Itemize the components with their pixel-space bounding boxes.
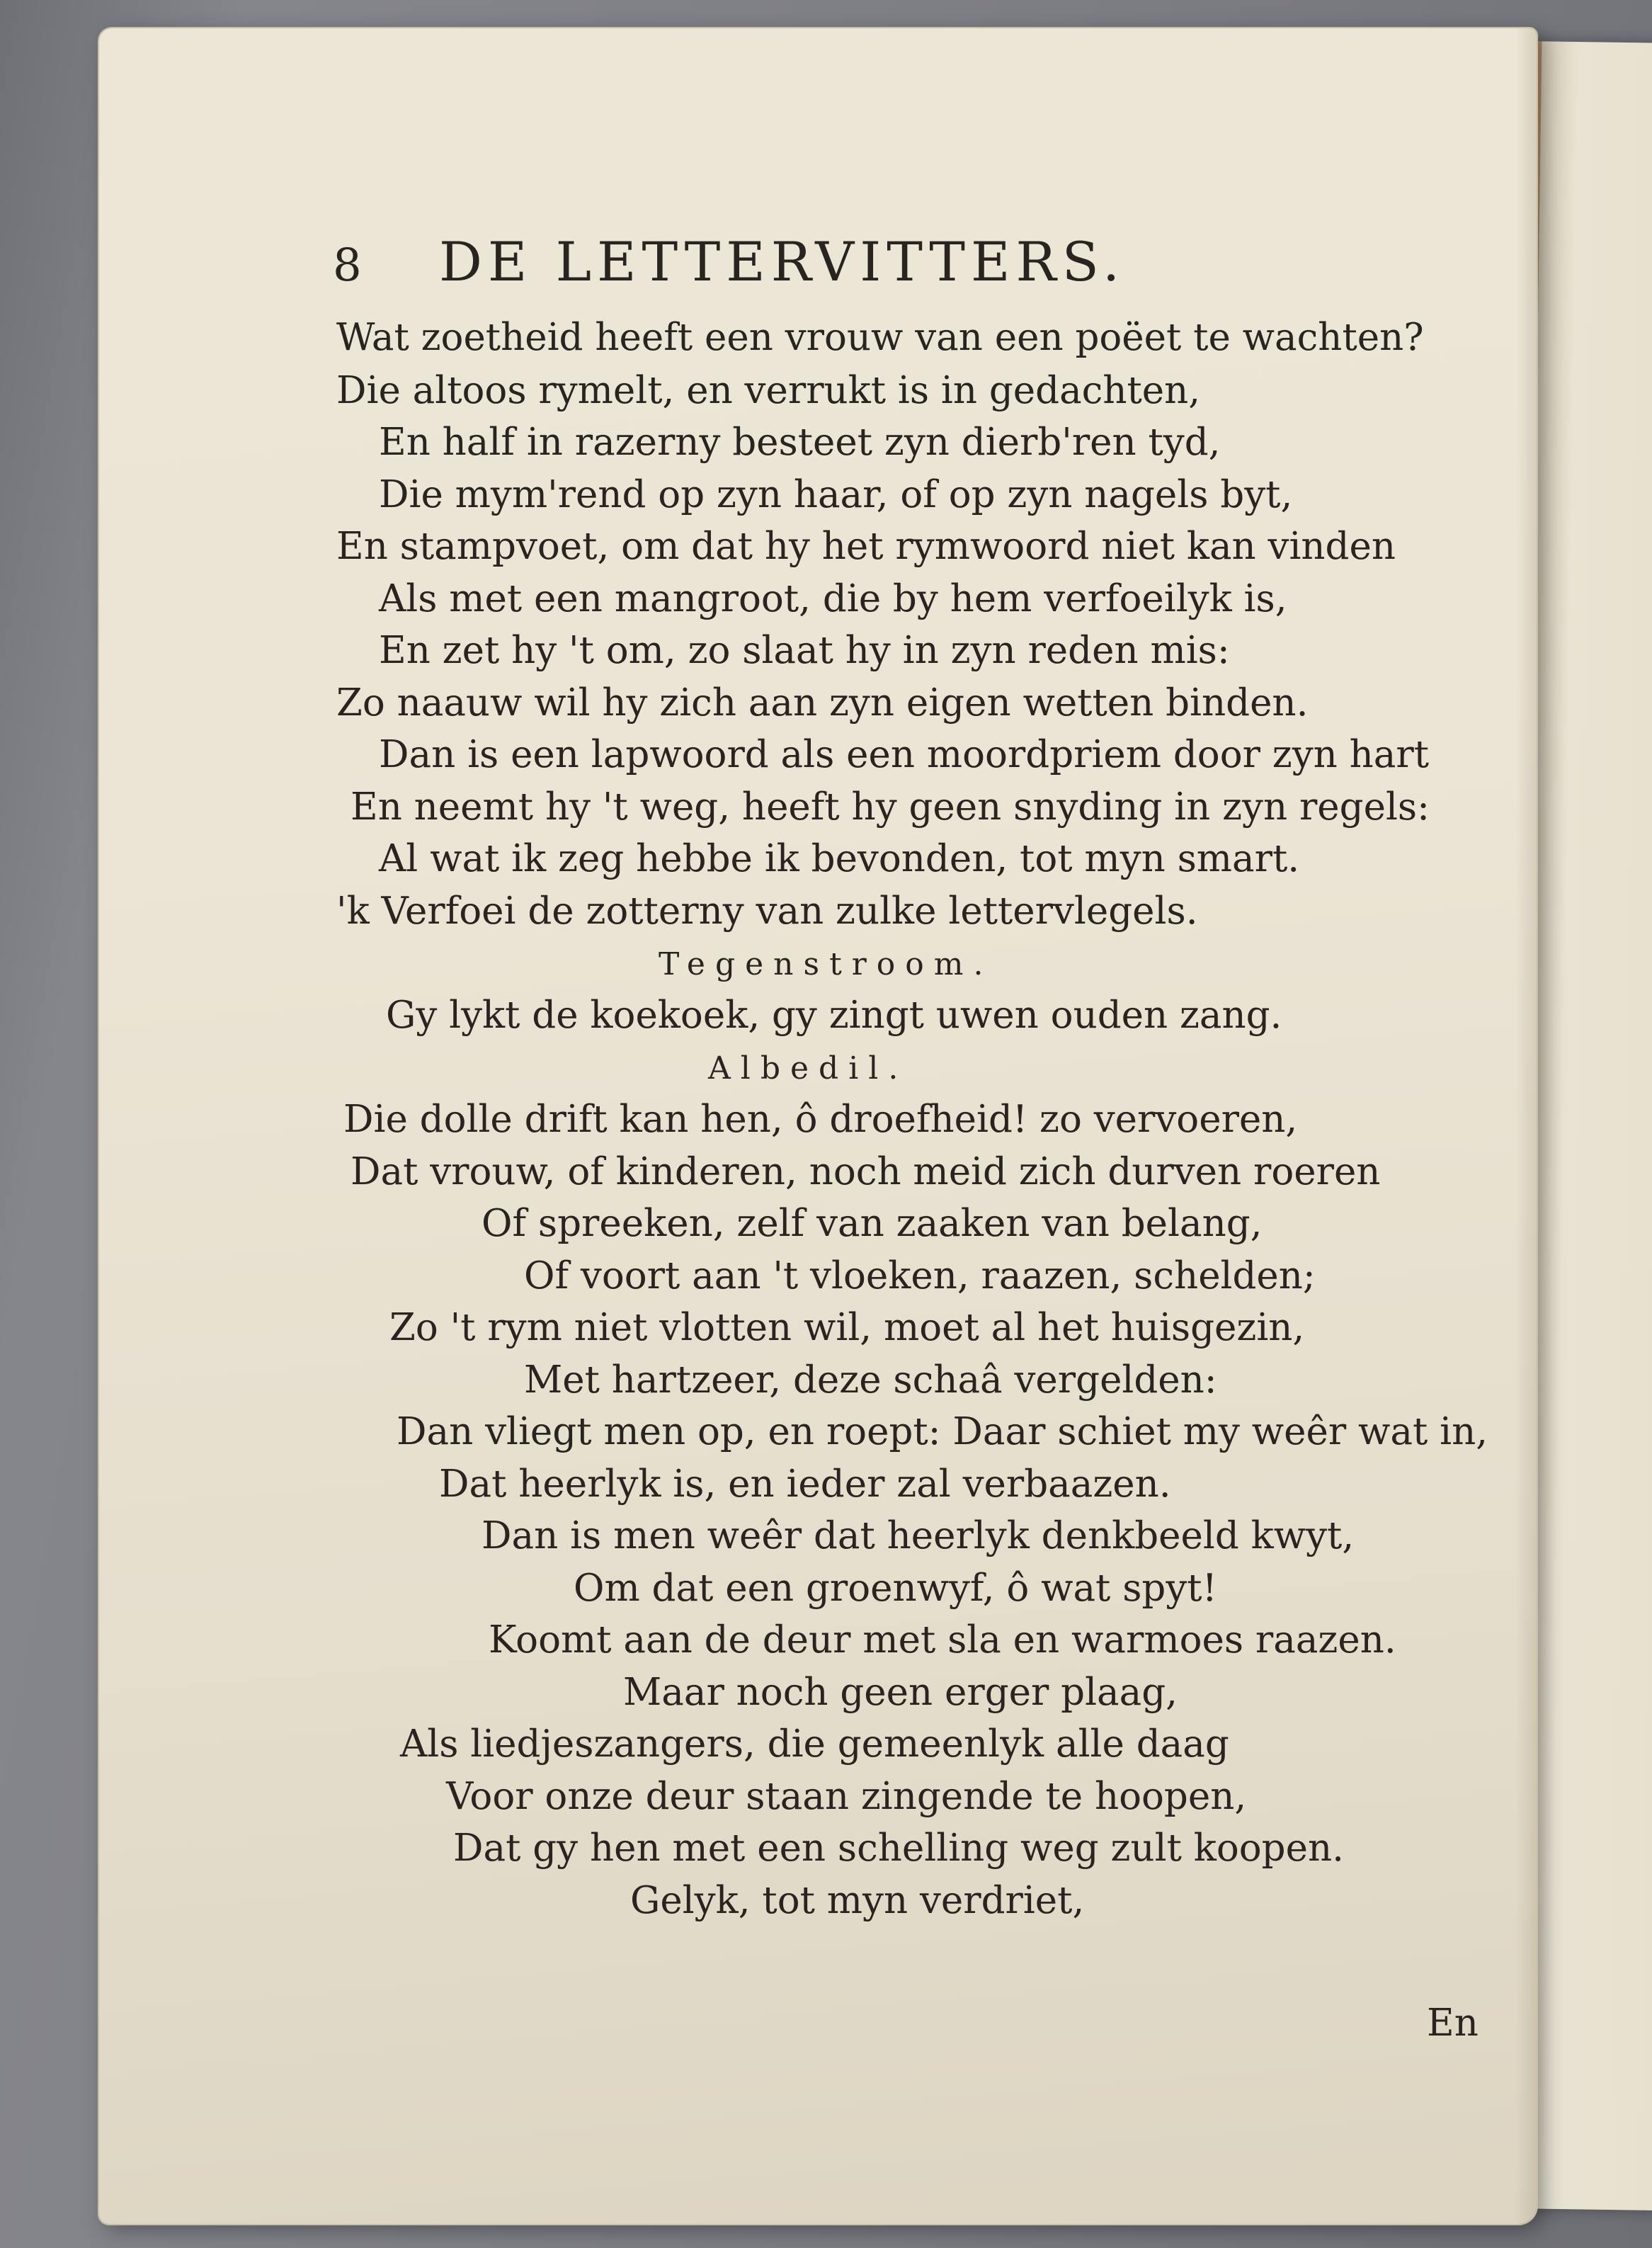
verse-line: Met hartzeer, deze schaâ vergelden: xyxy=(524,1358,1217,1402)
verse-line: Die altoos rymelt, en verrukt is in gedachten, xyxy=(336,369,1201,412)
page-header xyxy=(333,230,1125,293)
verse-line: Wat zoetheid heeft een vrouw van een poëet te wachten? xyxy=(336,316,1424,359)
verse-line: En stampvoet, om dat hy het rymwoord niet kan vinden xyxy=(336,525,1396,568)
verse-line: Maar noch geen erger plaag, xyxy=(623,1671,1178,1714)
verse-line: Dan is een lapwoord als een moordpriem door zyn hart xyxy=(379,733,1430,776)
page-text xyxy=(99,28,1537,2224)
book-page xyxy=(99,28,1537,2224)
page-number: 8 xyxy=(333,239,362,292)
verse-line: Voor onze deur staan zingende te hoopen, xyxy=(446,1775,1247,1818)
verse-line: En neemt hy 't weg, heeft hy geen snyding in zyn regels: xyxy=(351,785,1430,829)
verse-line: Of spreeken, zelf van zaaken van belang, xyxy=(482,1202,1263,1245)
verse-line: Dat heerlyk is, en ieder zal verbaazen. xyxy=(439,1463,1171,1506)
catchword: En xyxy=(1427,2002,1479,2045)
verse-line: Dan vliegt men op, en roept: Daar schiet my weêr wat in, xyxy=(397,1410,1488,1453)
verse-line: Gy lykt de koekoek, gy zingt uwen ouden zang. xyxy=(386,994,1282,1037)
running-title: DE LETTERVITTERS. xyxy=(439,230,1126,293)
verse-line: Als liedjeszangers, die gemeenlyk alle daag xyxy=(400,1722,1229,1766)
verse-line: Dat vrouw, of kinderen, noch meid zich durven roeren xyxy=(351,1150,1381,1193)
verse-line: Die mym'rend op zyn haar, of op zyn nagels byt, xyxy=(379,473,1293,516)
verse-line: 'k Verfoei de zotterny van zulke lettervlegels. xyxy=(336,890,1198,933)
verse-line: Of voort aan 't vloeken, raazen, schelden; xyxy=(524,1254,1316,1298)
verse-line: Koomt aan de deur met sla en warmoes raazen. xyxy=(489,1618,1396,1662)
verse-line: Als met een mangroot, die by hem verfoeilyk is, xyxy=(379,577,1287,620)
verse-line: Die dolle drift kan hen, ô droefheid! zo vervoeren, xyxy=(343,1098,1298,1141)
verse-line: Zo naauw wil hy zich aan zyn eigen wetten binden. xyxy=(336,681,1309,725)
verse-line: Zo 't rym niet vlotten wil, moet al het huisgezin, xyxy=(389,1306,1305,1349)
verse-line: Gelyk, tot myn verdriet, xyxy=(630,1879,1085,1922)
speaker-name: Albedil. xyxy=(708,1050,908,1086)
speaker-name: Tegenstroom. xyxy=(659,946,993,982)
verse-line: En zet hy 't om, zo slaat hy in zyn reden mis: xyxy=(379,629,1230,672)
verse-line: En half in razerny besteet zyn dierb'ren tyd, xyxy=(379,421,1221,464)
verse-line: Dat gy hen met een schelling weg zult koopen. xyxy=(453,1827,1344,1870)
verse-line: Om dat een groenwyf, ô wat spyt! xyxy=(574,1567,1217,1610)
verse-line: Dan is men weêr dat heerlyk denkbeeld kwyt, xyxy=(482,1514,1355,1557)
verse-line: Al wat ik zeg hebbe ik bevonden, tot myn smart. xyxy=(379,837,1300,880)
